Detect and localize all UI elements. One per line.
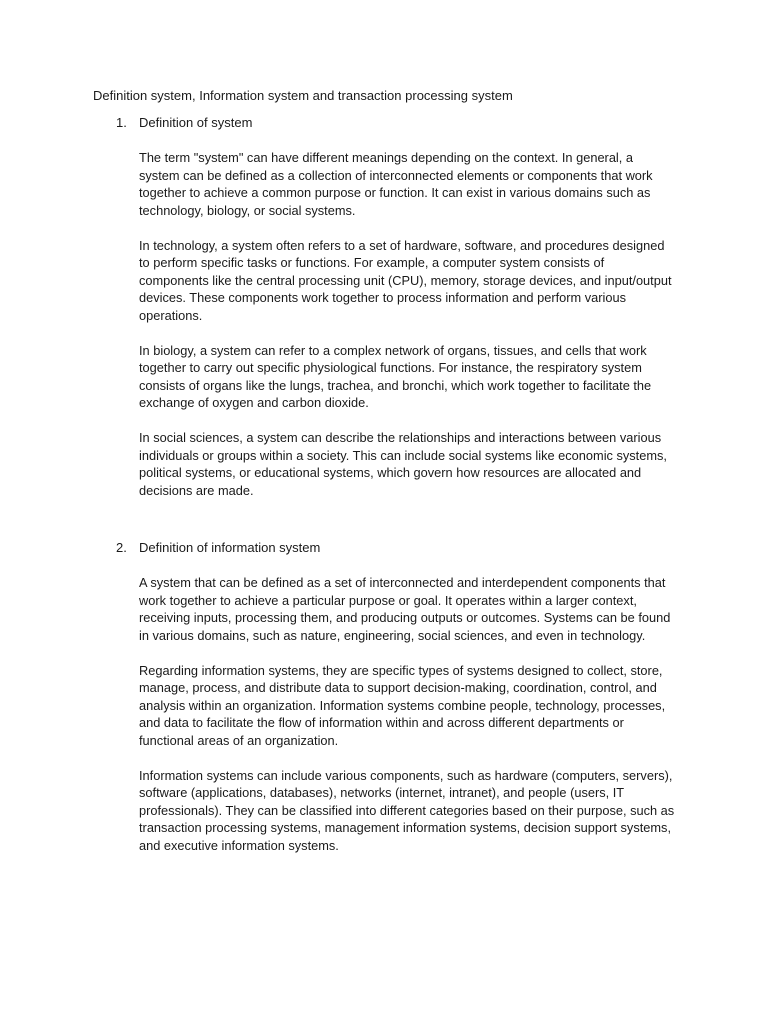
document-title: Definition system, Information system and transaction processing system bbox=[93, 88, 513, 103]
section-heading-text: Definition of system bbox=[139, 115, 253, 130]
section-body bbox=[139, 574, 676, 854]
section-definition-of-information-system bbox=[116, 539, 676, 854]
paragraph: In biology, a system can refer to a complex network of organs, tissues, and cells that work together to carry out specific physiological functions. For instance, the respiratory system consists of organs like the lungs, trachea, and bronchi, which work together to facilitate the exchange of oxygen and carbon dioxide. bbox=[139, 342, 652, 410]
paragraph: In social sciences, a system can describe the relationships and interactions between various individuals or groups within a society. This can include social systems like economic systems, political systems, or educational systems, which govern how resources are allocated and decisions are made. bbox=[139, 430, 667, 498]
section-body bbox=[139, 149, 676, 499]
paragraph: The term "system" can have different meanings depending on the context. In general, a system can be defined as a collection of interconnected elements or components that work together to achieve a common purpose or function. It can exist in various domains such as technology, biology, or social systems. bbox=[139, 150, 653, 218]
paragraph: In technology, a system often refers to a set of hardware, software, and procedures designed to perform specific tasks or functions. For example, a computer system consists of components like the central processing unit (CPU), memory, storage devices, and input/output devices. These components work together to process information and perform various operations. bbox=[139, 237, 672, 323]
section-definition-of-system bbox=[116, 114, 676, 499]
paragraph: A system that can be defined as a set of interconnected and interdependent components that work together to achieve a particular purpose or goal. It operates within a larger context, receiving inputs, processing them, and producing outputs or outcomes. Systems can be found in various domains, such as nature, engineering, social sciences, and even in technology. bbox=[139, 575, 671, 643]
section-heading bbox=[116, 539, 676, 557]
list-number: 1. bbox=[116, 115, 127, 130]
section-heading bbox=[116, 114, 676, 132]
list-number: 2. bbox=[116, 540, 127, 555]
section-heading-text: Definition of information system bbox=[139, 540, 321, 555]
paragraph: Information systems can include various components, such as hardware (computers, servers), software (applications, databases), networks (internet, intranet), and people (users, IT professionals). They can be classified into different categories based on their purpose, such as transaction processing systems, management information systems, decision support systems, and executive information systems. bbox=[139, 767, 675, 853]
paragraph: Regarding information systems, they are specific types of systems designed to collect, store, manage, process, and distribute data to support decision-making, coordination, control, and analysis within an organization. Information systems combine people, technology, processes, and data to facilitate the flow of information within and across different departments or functional areas of an organization. bbox=[139, 662, 666, 748]
